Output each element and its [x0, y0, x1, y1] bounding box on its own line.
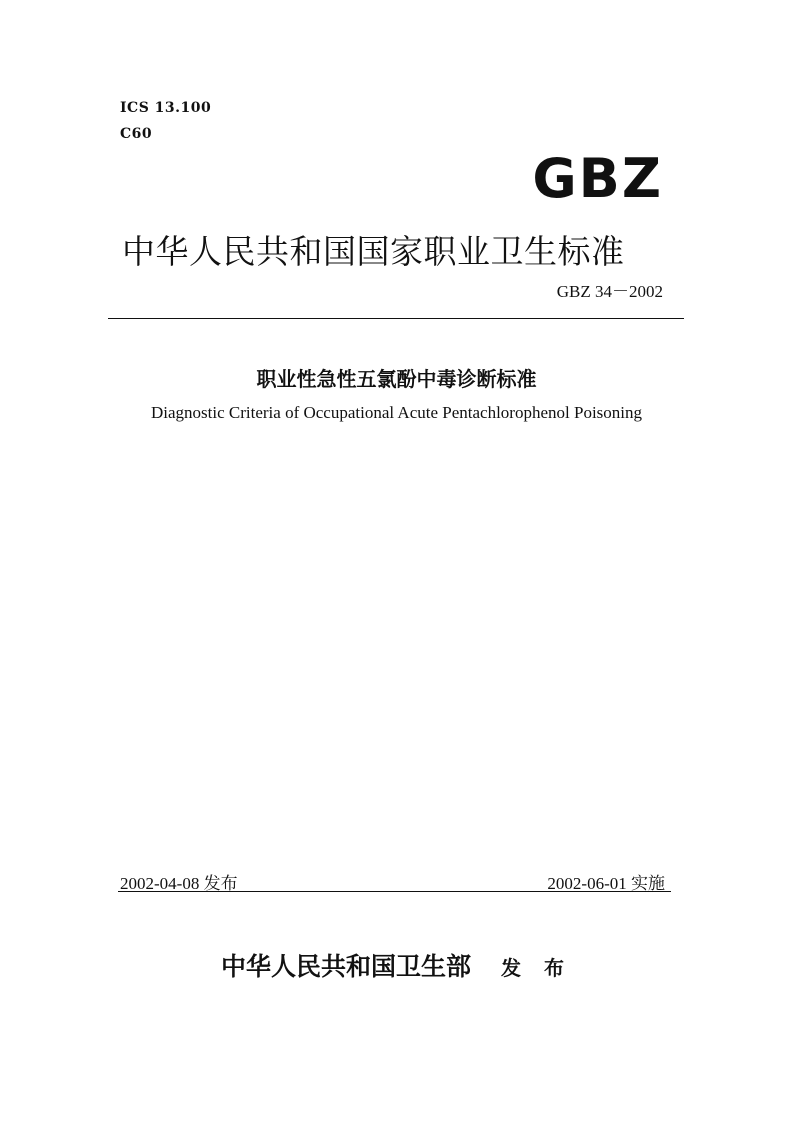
- publisher-action: 发 布: [501, 956, 572, 980]
- standard-category: 中华人民共和国国家职业卫生标准: [122, 232, 625, 271]
- standard-number: GBZ 34－2002: [556, 282, 663, 301]
- issue-date: 2002-04-08 发布: [120, 874, 238, 893]
- footer-divider: [118, 891, 671, 892]
- title-chinese: 职业性急性五氯酚中毒诊断标准: [256, 367, 537, 391]
- header-divider: [108, 318, 684, 319]
- publisher-line: [0, 947, 793, 983]
- implementation-date: 2002-06-01 实施: [547, 874, 665, 893]
- title-english: Diagnostic Criteria of Occupational Acute Pentachlorophenol Poisoning: [151, 403, 642, 422]
- publisher-name: 中华人民共和国卫生部: [221, 952, 472, 981]
- ccs-code: C60: [120, 126, 153, 142]
- ics-code: ICS 13.100: [120, 100, 212, 116]
- gbz-logo: GBZ: [532, 147, 663, 210]
